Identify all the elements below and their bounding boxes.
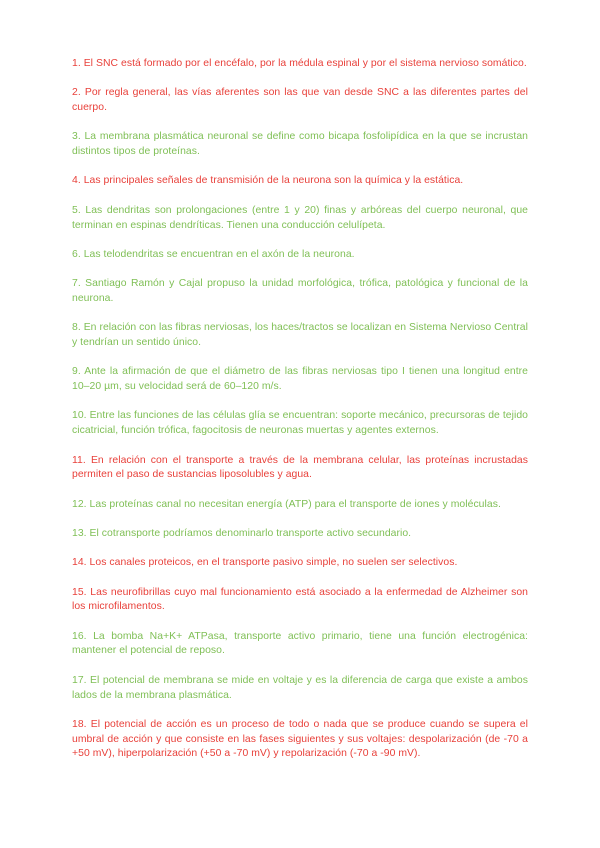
statement-item: 14. Los canales proteicos, en el transporte pasivo simple, no suelen ser selectivos. [72, 557, 458, 569]
statement-item: 15. Las neurofibrillas cuyo mal funcionamiento está asociado a la enfermedad de Alzheimer son los microfilamentos. [72, 586, 528, 613]
statement-item: 11. En relación con el transporte a través de la membrana celular, las proteínas incrustadas permiten el paso de sustancias liposolubles y agua. [72, 454, 528, 481]
statement-item: 4. Las principales señales de transmisión de la neurona son la química y la estática. [72, 175, 464, 187]
statement-item: 2. Por regla general, las vías aferentes son las que van desde SNC a las diferentes partes del cuerpo. [72, 87, 528, 114]
statement-item: 10. Entre las funciones de las células glía se encuentran: soporte mecánico, precursoras de tejido cicatricial, función trófica, fagocitosis de neuronas muertas y agentes externos. [72, 410, 528, 437]
statement-item: 9. Ante la afirmación de que el diámetro de las fibras nerviosas tipo I tienen una longitud entre 10–20 µm, su velocidad será de 60–120 m/s. [72, 366, 528, 393]
statement-item: 18. El potencial de acción es un proceso de todo o nada que se produce cuando se supera el umbral de acción y que consiste en las fases siguientes y sus voltajes: despolarización (de -70 a +50 mV), hiperpolarización (+50 a -70 mV) y repolarización (-70 a -90 mV). [72, 718, 528, 760]
statement-item: 6. Las telodendritas se encuentran en el axón de la neurona. [72, 248, 355, 260]
statement-item: 7. Santiago Ramón y Cajal propuso la unidad morfológica, trófica, patológica y funcional de la neurona. [72, 278, 528, 304]
statement-item: 17. El potencial de membrana se mide en voltaje y es la diferencia de carga que existe a ambos lados de la membrana plasmática. [72, 674, 528, 701]
statement-item: 12. Las proteínas canal no necesitan energía (ATP) para el transporte de iones y moléculas. [72, 498, 501, 510]
statement-item: 5. Las dendritas son prolongaciones (entre 1 y 20) finas y arbóreas del cuerpo neuronal, que terminan en espinas dendríticas. Tienen una conducción celulípeta. [72, 204, 528, 231]
statement-list [72, 57, 528, 777]
statement-item: 13. El cotransporte podríamos denominarlo transporte activo secundario. [72, 527, 412, 539]
statement-item: 1. El SNC está formado por el encéfalo, por la médula espinal y por el sistema nervioso somático. [72, 58, 527, 69]
statement-item: 3. La membrana plasmática neuronal se define como bicapa fosfolipídica en la que se incrustan distintos tipos de proteínas. [72, 131, 528, 158]
statement-item: 16. La bomba Na+K+ ATPasa, transporte activo primario, tiene una función electrogénica: mantener el potencial de reposo. [72, 630, 528, 657]
statement-item: 8. En relación con las fibras nerviosas, los haces/tractos se localizan en Sistema Nervioso Central y tendrían un sentido único. [72, 322, 528, 349]
